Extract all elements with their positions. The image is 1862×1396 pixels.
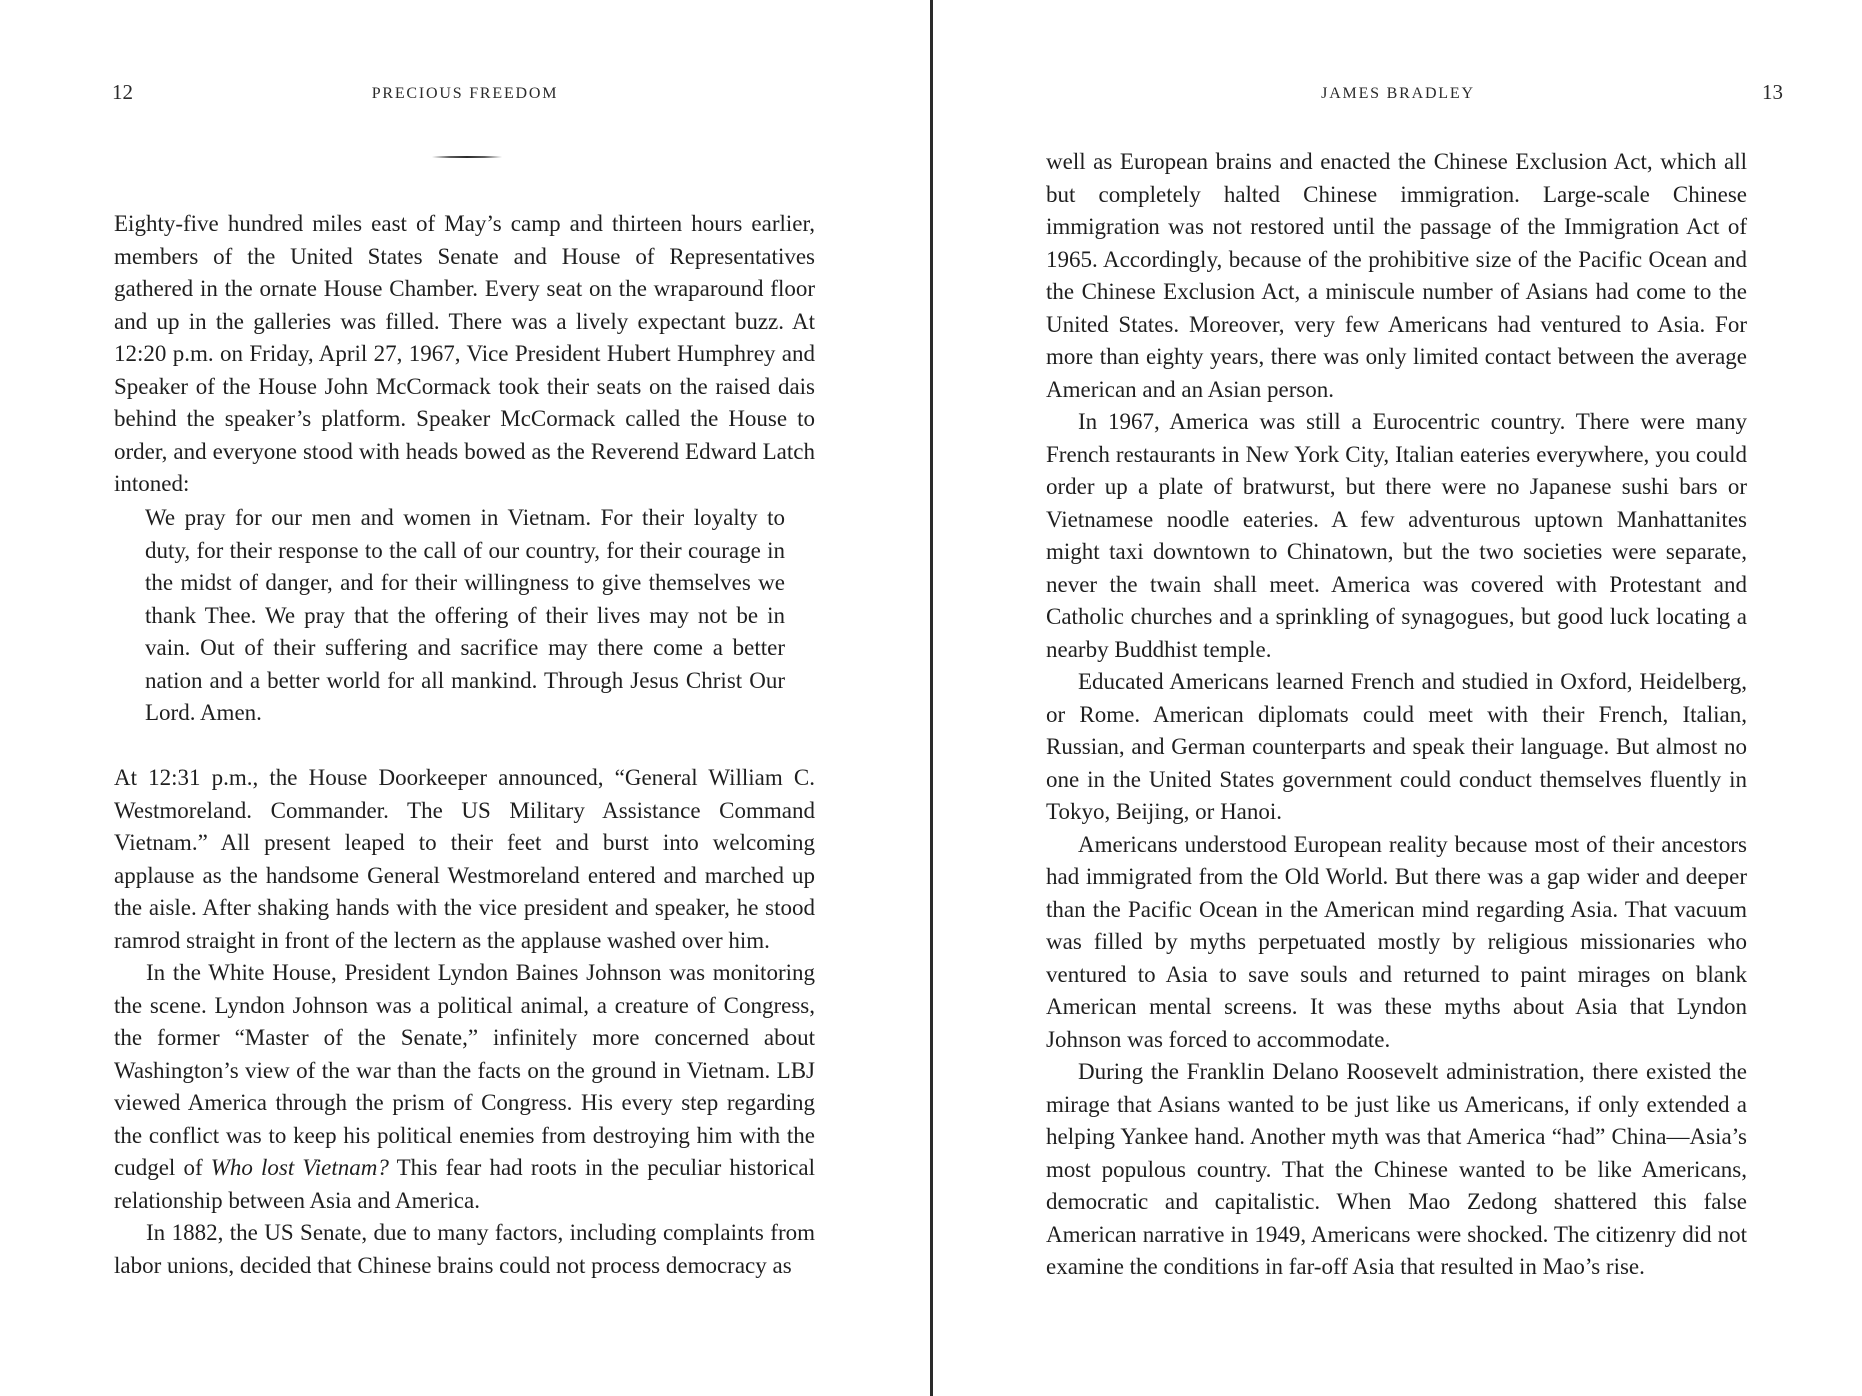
page-number: 13: [1762, 80, 1783, 104]
paragraph: In 1882, the US Senate, due to many factors, including complaints from labor unions, decided that Chinese brains could not process democracy as: [114, 1220, 815, 1278]
left-page: [0, 0, 930, 1396]
paragraph: [114, 957, 815, 1217]
paragraph: Educated Americans learned French and studied in Oxford, Heidelberg, or Rome. American diplomats could meet with their French, Italian, Russian, and German counterparts and speak their language. But almost no one in the United States government could conduct themselves fluently in Tokyo, Beijing, or Hanoi.: [1046, 669, 1747, 824]
block-quote: [145, 502, 785, 730]
paragraph: At 12:31 p.m., the House Doorkeeper announced, “General William C. Westmoreland. Commander. The US Military Assistance Command Vietnam.” All present leaped to their feet and burst into welcoming applause as the handsome General Westmoreland entered and marched up the aisle. After shaking hands with the vice president and speaker, he stood ramrod straight in front of the lectern as the applause washed over him.: [114, 765, 815, 953]
prayer-text: We pray for our men and women in Vietnam. For their loyalty to duty, for their response to the call of our country, for their courage in the midst of danger, and for their willingness to give themselves we thank Thee. We pray that the offering of their lives may not be in vain. Out of their suffering and sacrifice may there come a better nation and a better world for all mankind. Through Jesus Christ Our Lord. Amen.: [145, 505, 785, 725]
paragraph: Americans understood European reality because most of their ancestors had immigrated from the Old World. But there was a gap wider and deeper than the Pacific Ocean in the American mind regarding Asia. That vacuum was filled by myths perpetuated mostly by religious missionaries who ventured to Asia to save souls and returned to paint mirages on blank American mental screens. It was these myths about Asia that Lyndon Johnson was forced to accommodate.: [1046, 831, 1747, 1052]
page-number: 12: [112, 80, 133, 104]
paragraph-text: In the White House, President Lyndon Baines Johnson was monitoring the scene. Lyndon Johnson was a political animal, a creature of Congress, the former “Master of the Senate,” infinitely more concerned about Washington’s view of the war than the facts on the ground in Vietnam. LBJ viewed America through the prism of Congress. His every step regarding the conflict was to keep his political enemies from destroying him with the cudgel of: [114, 960, 815, 1180]
right-page: [933, 0, 1862, 1396]
opening-text-block: [114, 208, 815, 501]
paragraph: During the Franklin Delano Roosevelt administration, there existed the mirage that Asians wanted to be just like us Americans, if only extended a helping Yankee hand. Another myth was that America “had” China—Asia’s most populous country. That the Chinese wanted to be like Americans, democratic and capitalistic. When Mao Zedong shattered this false American narrative in 1949, Americans were shocked. The citizenry did not examine the conditions in far-off Asia that resulted in Mao’s rise.: [1046, 1059, 1747, 1279]
body-text-block: [114, 762, 815, 1282]
paragraph-text: This fear had roots in the peculiar historical relationship between Asia and America.: [114, 1155, 816, 1213]
running-head: PRECIOUS FREEDOM: [371, 85, 559, 102]
paragraph: In 1967, America was still a Eurocentric country. There were many French restaurants in New York City, Italian eateries everywhere, you could order up a plate of bratwurst, but there were no Japanese sushi bars or Vietnamese noodle eateries. A few adventurous uptown Manhattanites might taxi downtown to Chinatown, but the two societies were separate, never the twain shall meet. America was covered with Protestant and Catholic churches and a sprinkling of synagogues, but good luck locating a nearby Buddhist temple.: [1046, 409, 1747, 662]
paragraph: Eighty-five hundred miles east of May’s camp and thirteen hours earlier, members of the United States Senate and House of Representatives gathered in the ornate House Chamber. Every seat on the wraparound floor and up in the galleries was filled. There was a lively expectant buzz. At 12:20 p.m. on Friday, April 27, 1967, Vice President Hubert Humphrey and Speaker of the House John McCormack took their seats on the raised dais behind the speaker’s platform. Speaker McCormack called the House to order, and everyone stood with heads bowed as the Reverend Edward Latch intoned:: [114, 211, 815, 496]
italic-phrase: Who lost Vietnam?: [210, 1155, 389, 1180]
section-break-ornament: [432, 155, 502, 159]
paragraph: well as European brains and enacted the Chinese Exclusion Act, which all but completely halted Chinese immigration. Large-scale Chinese immigration was not restored until the passage of the Immigration Act of 1965. Accordingly, because of the prohibitive size of the Pacific Ocean and the Chinese Exclusion Act, a miniscule number of Asians had come to the United States. Moreover, very few Americans had ventured to Asia. For more than eighty years, there was only limited contact between the average American and an Asian person.: [1046, 149, 1747, 402]
body-text-block: [1046, 146, 1747, 1284]
running-head: JAMES BRADLEY: [1321, 85, 1475, 102]
